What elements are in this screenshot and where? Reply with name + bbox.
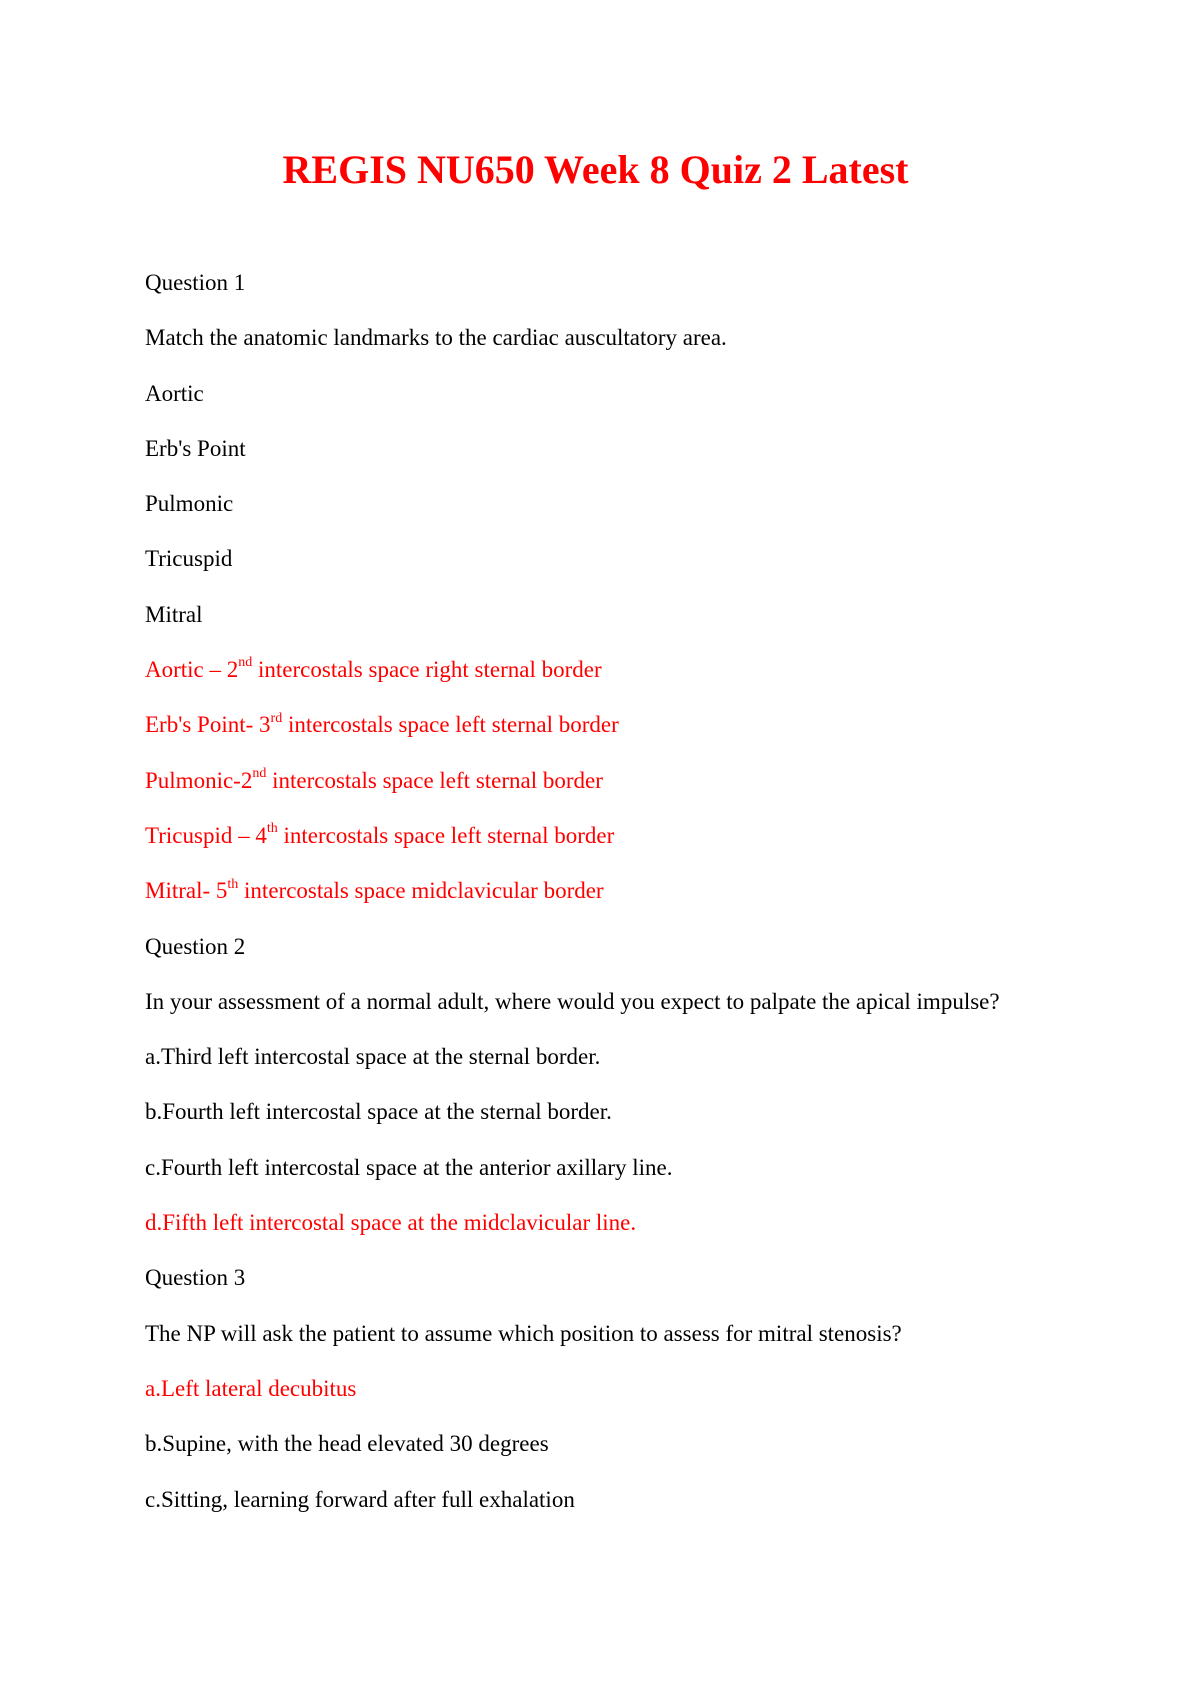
q1-answer-aortic: Aortic – 2nd intercostals space right sternal border [145,655,602,683]
q3-option-a-correct: a.Left lateral decubitus [145,1375,357,1401]
q3-option-c: c.Sitting, learning forward after full exhalation [145,1486,575,1512]
question-2-prompt: In your assessment of a normal adult, where would you expect to palpate the apical impulse? [145,988,1000,1014]
question-2-heading: Question 2 [145,933,246,959]
q1-answer-tricuspid: Tricuspid – 4th intercostals space left sternal border [145,821,615,848]
q2-option-c: c.Fourth left intercostal space at the anterior axillary line. [145,1154,673,1180]
q2-option-b: b.Fourth left intercostal space at the sternal border. [145,1099,612,1125]
question-3-prompt: The NP will ask the patient to assume which position to assess for mitral stenosis? [145,1320,902,1346]
q1-item-mitral: Mitral [145,601,203,627]
document-title: REGIS NU650 Week 8 Quiz 2 Latest [282,147,909,192]
document-body [145,270,1105,1542]
q1-answer-pulmonic: Pulmonic-2nd intercostals space left sternal border [145,766,603,793]
q1-answer-mitral: Mitral- 5th intercostals space midclavicular border [145,876,604,904]
q3-option-b: b.Supine, with the head elevated 30 degrees [145,1431,549,1457]
q1-item-pulmonic: Pulmonic [145,491,234,517]
question-1-prompt: Match the anatomic landmarks to the cardiac auscultatory area. [145,325,727,351]
question-3-heading: Question 3 [145,1265,246,1291]
q1-item-erbs-point: Erb's Point [145,435,246,461]
q1-item-tricuspid: Tricuspid [145,546,233,572]
q2-option-a: a.Third left intercostal space at the sternal border. [145,1044,601,1070]
q1-answer-erbs-point: Erb's Point- 3rd intercostals space left sternal border [145,710,619,738]
q1-item-aortic: Aortic [145,380,204,406]
question-1-heading: Question 1 [145,270,246,295]
q2-option-d-correct: d.Fifth left intercostal space at the midclavicular line. [145,1210,637,1236]
